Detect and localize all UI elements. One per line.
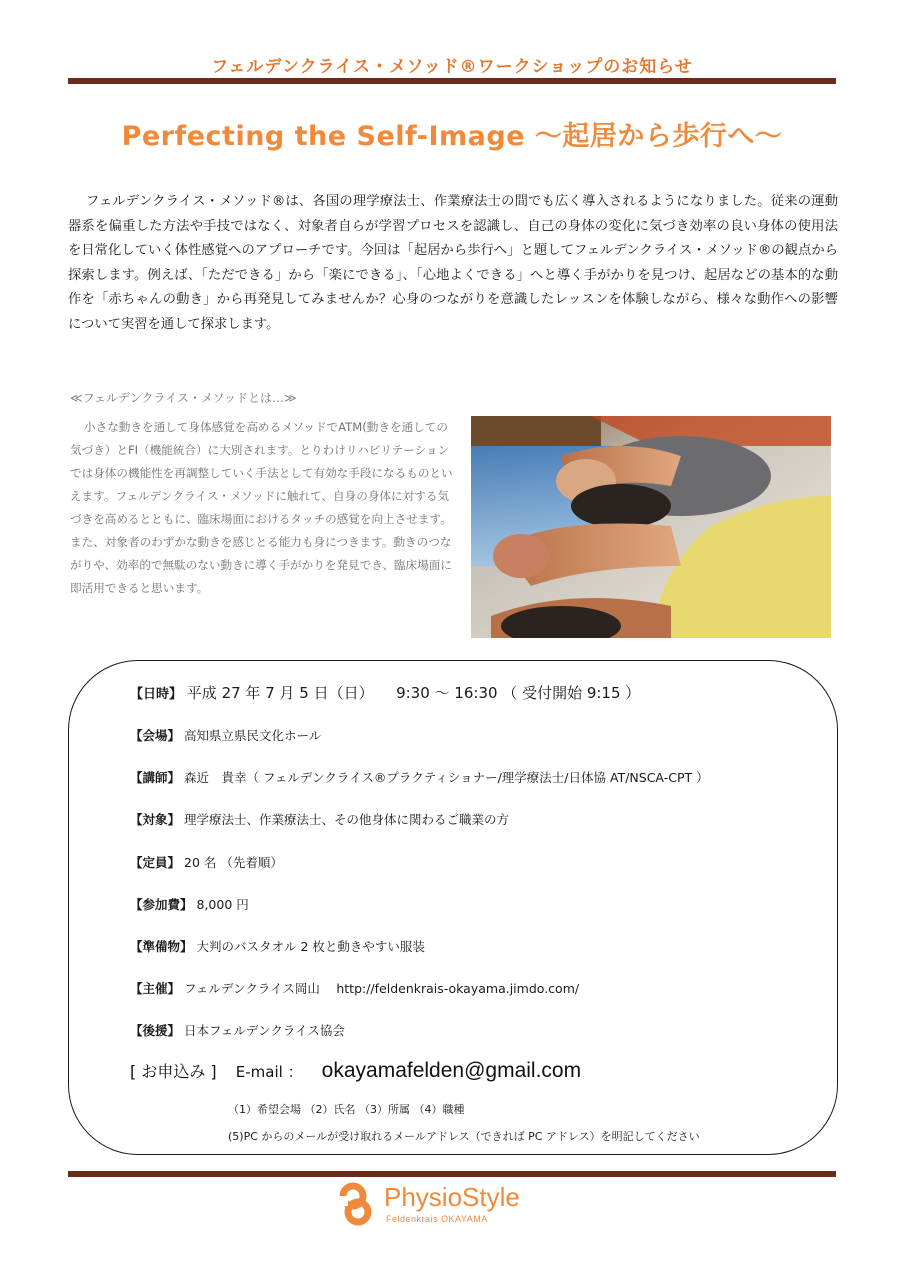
items-label: 【準備物】 — [130, 939, 193, 954]
items-value: 大判のバスタオル 2 枚と動きやすい服装 — [196, 939, 425, 954]
apply-label: [ お申込み ] — [130, 1062, 217, 1081]
fee-value: 8,000 円 — [196, 897, 249, 912]
date-value: 平成 27 年 7 月 5 日（日） 9:30 ～ 16:30 （ 受付開始 9:15 ） — [186, 684, 641, 702]
logo-name: PhysioStyle — [384, 1182, 520, 1212]
venue-row — [130, 726, 321, 744]
workshop-photo — [471, 416, 831, 638]
target-value: 理学療法士、作業療法士、その他身体に関わるご職業の方 — [184, 812, 510, 827]
apply-note-1: （1）希望会場 （2）氏名 （3）所属 （4）職種 — [228, 1103, 465, 1116]
capacity-label: 【定員】 — [130, 855, 181, 870]
email-label: E-mail ： — [235, 1063, 303, 1081]
target-row — [130, 810, 509, 828]
items-row — [130, 937, 425, 955]
date-row — [130, 682, 640, 703]
organizer-value[interactable]: フェルデンクライス岡山 http://feldenkrais-okayama.jimdo.com/ — [184, 981, 580, 996]
support-value: 日本フェルデンクライス協会 — [184, 1023, 345, 1038]
organizer-label: 【主催】 — [130, 981, 181, 996]
workshop-title: Perfecting the Self-Image ～起居から歩行へ～ — [121, 121, 783, 152]
intro-paragraph: フェルデンクライス・メソッド®は、各国の理学療法士、作業療法士の間でも広く導入されるようになりました。従来の運動器系を偏重した方法や手技ではなく、対象者自らが学習プロセスを認識し、自己の身体の変化に気づき効率の良い身体の使用法を日常化していく体性感覚へのアプローチです。今回は「起居から歩行へ」と題してフェルデンクライス・メソッド®の観点から探索します。例えば、「ただできる」から「楽にできる」、「心地よくできる」へと導く手がかりを見つけ、起居などの基本的な動作を「赤ちゃんの動き」から再発見してみませんか？心身のつながりを意識したレッスンを体験しながら、様々な動作への影響について実習を通して探求します。 — [68, 194, 838, 332]
date-label: 【日時】 — [130, 687, 183, 702]
organizer-row — [130, 979, 579, 997]
logo-mark-icon — [336, 1182, 380, 1226]
application-row — [130, 1059, 581, 1083]
capacity-row — [130, 853, 283, 871]
top-divider — [68, 78, 836, 84]
support-label: 【後援】 — [130, 1023, 181, 1038]
notice-heading: フェルデンクライス・メソッド®ワークショップのお知らせ — [211, 57, 693, 77]
fee-label: 【参加費】 — [130, 897, 193, 912]
bottom-divider — [68, 1171, 836, 1177]
logo-subtitle: Feldenkrais OKAYAMA — [386, 1214, 488, 1224]
instructor-row — [130, 768, 709, 786]
instructor-label: 【講師】 — [130, 770, 181, 785]
contact-email-link[interactable]: okayamafelden@gmail.com — [321, 1059, 582, 1082]
physiostyle-logo — [336, 1180, 576, 1228]
target-label: 【対象】 — [130, 812, 181, 827]
about-heading: ≪フェルデンクライス・メソッドとは…≫ — [70, 391, 297, 405]
fee-row — [130, 895, 249, 913]
instructor-value: 森近 貴幸（ フェルデンクライス®プラクティショナー/理学療法士/日体協 AT/NSCA-CPT ） — [184, 770, 709, 785]
venue-label: 【会場】 — [130, 728, 181, 743]
support-row — [130, 1021, 345, 1039]
apply-note-2: (5)PC からのメールが受け取れるメールアドレス（できれば PC アドレス）を明記してください — [228, 1130, 700, 1143]
capacity-value: 20 名 （先着順） — [184, 855, 283, 870]
about-paragraph: 小さな動きを通して身体感覚を高めるメソッドでATM(動きを通しての気づき）とFI（機能統合）に大別されます。とりわけリハビリテーションでは身体の機能性を再調整していく手法として有効な手段になるものといえます。フェルデンクライス・メソッドに触れて、自身の身体に対する気づきを高めるとともに、臨床場面におけるタッチの感覚を向上させます。また、対象者のわずかな動きを感じとる能力も身につきます。動きのつながりや、効率的で無駄のない動きに導く手がかりを発見でき、臨床場面に即活用できると思います。 — [70, 420, 453, 595]
venue-value: 高知県立県民文化ホール — [184, 728, 322, 743]
